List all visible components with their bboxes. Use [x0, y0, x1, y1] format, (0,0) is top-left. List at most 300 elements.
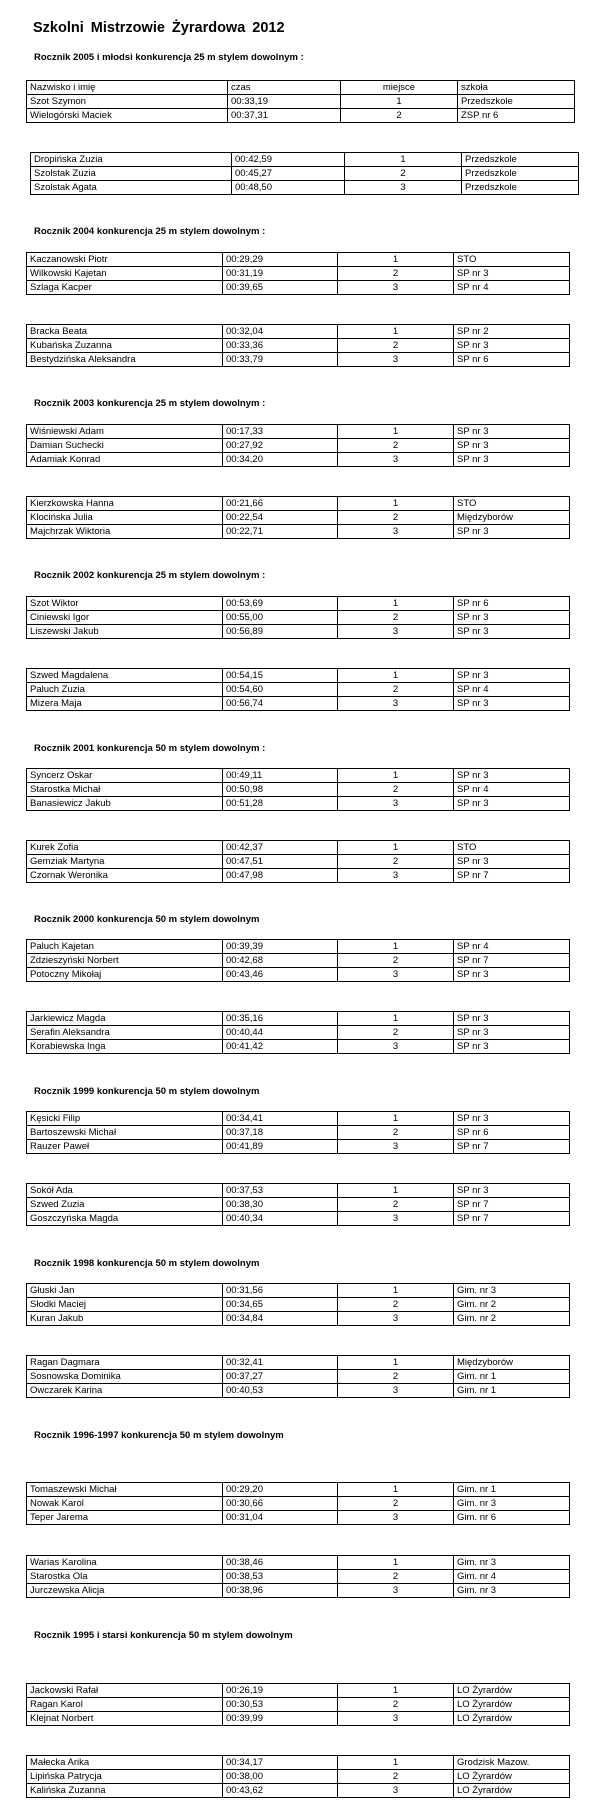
name-cell: Jarkiewicz Magda: [27, 1012, 223, 1026]
name-cell: Kuran Jakub: [27, 1312, 223, 1326]
place-cell: 2: [341, 109, 458, 123]
table-row: [31, 167, 579, 181]
place-cell: 2: [345, 167, 462, 181]
name-cell: Jurczewska Alicja: [27, 1584, 223, 1598]
place-cell: 1: [338, 1556, 454, 1570]
place-cell: 2: [338, 1698, 454, 1712]
place-cell: 3: [338, 525, 454, 539]
place-cell: 3: [338, 1040, 454, 1054]
school-cell: SP nr 3: [454, 339, 570, 353]
table-row: [27, 253, 570, 267]
table-row: [27, 267, 570, 281]
time-cell: 00:31,19: [223, 267, 338, 281]
name-cell: Nazwisko i imię: [27, 81, 228, 95]
school-cell: SP nr 3: [454, 453, 570, 467]
results-table: [26, 840, 570, 883]
place-cell: 1: [338, 1184, 454, 1198]
time-cell: 00:39,39: [223, 940, 338, 954]
school-cell: SP nr 4: [454, 281, 570, 295]
results-table: [26, 1683, 570, 1726]
name-cell: Jackowski Rafał: [27, 1684, 223, 1698]
school-cell: SP nr 3: [454, 611, 570, 625]
table-row: [27, 954, 570, 968]
time-cell: 00:41,42: [223, 1040, 338, 1054]
section-heading: Rocznik 1998 konkurencja 50 m stylem dowolnym: [34, 1258, 260, 1269]
place-cell: 3: [338, 625, 454, 639]
place-cell: 2: [338, 1770, 454, 1784]
results-table: [26, 80, 575, 123]
time-cell: 00:37,27: [223, 1370, 338, 1384]
school-cell: SP nr 7: [454, 1140, 570, 1154]
table-row: [27, 1712, 570, 1726]
school-cell: Międzyborów: [454, 1356, 570, 1370]
place-cell: 3: [338, 797, 454, 811]
place-cell: 2: [338, 611, 454, 625]
time-cell: 00:39,99: [223, 1712, 338, 1726]
time-cell: 00:38,53: [223, 1570, 338, 1584]
name-cell: Liszewski Jakub: [27, 625, 223, 639]
school-cell: LO Żyrardów: [454, 1712, 570, 1726]
table-row: [27, 855, 570, 869]
school-cell: SP nr 3: [454, 267, 570, 281]
time-cell: 00:38,00: [223, 1770, 338, 1784]
school-cell: STO: [454, 253, 570, 267]
name-cell: Tomaszewski Michał: [27, 1483, 223, 1497]
name-cell: Kalińska Zuzanna: [27, 1784, 223, 1798]
name-cell: Nowak Karol: [27, 1497, 223, 1511]
section-heading: Rocznik 2001 konkurencja 50 m stylem dowolnym :: [34, 743, 266, 754]
name-cell: Paluch Zuzia: [27, 683, 223, 697]
place-cell: 1: [338, 669, 454, 683]
school-cell: SP nr 7: [454, 1198, 570, 1212]
school-cell: Gim. nr 3: [454, 1584, 570, 1598]
table-row: [27, 1784, 570, 1798]
place-cell: 3: [338, 1384, 454, 1398]
table-row: [27, 1284, 570, 1298]
name-cell: Kubańska Zuzanna: [27, 339, 223, 353]
table-row: [27, 1184, 570, 1198]
school-cell: SP nr 4: [454, 683, 570, 697]
school-cell: SP nr 4: [454, 783, 570, 797]
time-cell: 00:48,50: [232, 181, 345, 195]
time-cell: 00:38,96: [223, 1584, 338, 1598]
time-cell: 00:42,68: [223, 954, 338, 968]
table-row: [27, 783, 570, 797]
table-row: [27, 1356, 570, 1370]
school-cell: Przedszkole: [462, 167, 579, 181]
place-cell: 1: [338, 253, 454, 267]
name-cell: Warias Karolina: [27, 1556, 223, 1570]
results-table: [26, 1482, 570, 1525]
school-cell: Przedszkole: [462, 153, 579, 167]
name-cell: Szlaga Kacper: [27, 281, 223, 295]
time-cell: 00:43,46: [223, 968, 338, 982]
school-cell: LO Żyrardów: [454, 1698, 570, 1712]
table-row: [27, 1497, 570, 1511]
time-cell: 00:47,98: [223, 869, 338, 883]
time-cell: czas: [228, 81, 341, 95]
time-cell: 00:56,74: [223, 697, 338, 711]
table-row: [27, 1298, 570, 1312]
school-cell: SP nr 7: [454, 954, 570, 968]
place-cell: 2: [338, 1198, 454, 1212]
results-table: [26, 424, 570, 467]
table-row: [27, 439, 570, 453]
place-cell: 3: [338, 281, 454, 295]
place-cell: 2: [338, 339, 454, 353]
school-cell: SP nr 7: [454, 1212, 570, 1226]
time-cell: 00:32,41: [223, 1356, 338, 1370]
place-cell: 2: [338, 954, 454, 968]
section-heading: Rocznik 2002 konkurencja 25 m stylem dowolnym :: [34, 570, 266, 581]
table-row: [27, 611, 570, 625]
place-cell: 2: [338, 683, 454, 697]
name-cell: Kęsicki Filip: [27, 1112, 223, 1126]
school-cell: SP nr 4: [454, 940, 570, 954]
time-cell: 00:33,36: [223, 339, 338, 353]
name-cell: Potoczny Mikołaj: [27, 968, 223, 982]
school-cell: SP nr 6: [454, 597, 570, 611]
results-table: [26, 496, 570, 539]
school-cell: SP nr 3: [454, 1026, 570, 1040]
place-cell: 1: [338, 769, 454, 783]
school-cell: STO: [454, 497, 570, 511]
time-cell: 00:40,44: [223, 1026, 338, 1040]
name-cell: Gemziak Martyna: [27, 855, 223, 869]
place-cell: 1: [338, 1483, 454, 1497]
name-cell: Paluch Kajetan: [27, 940, 223, 954]
table-row: [27, 968, 570, 982]
table-row: [27, 1511, 570, 1525]
time-cell: 00:32,04: [223, 325, 338, 339]
time-cell: 00:43,62: [223, 1784, 338, 1798]
place-cell: 2: [338, 267, 454, 281]
school-cell: Przedszkole: [458, 95, 575, 109]
results-table: [26, 1355, 570, 1398]
time-cell: 00:27,92: [223, 439, 338, 453]
name-cell: Kierzkowska Hanna: [27, 497, 223, 511]
name-cell: Starostka Ola: [27, 1570, 223, 1584]
name-cell: Owczarek Karina: [27, 1384, 223, 1398]
time-cell: 00:47,51: [223, 855, 338, 869]
table-row: [27, 1756, 570, 1770]
place-cell: 2: [338, 511, 454, 525]
results-table: [26, 1755, 570, 1798]
school-cell: Gim. nr 3: [454, 1284, 570, 1298]
time-cell: 00:38,30: [223, 1198, 338, 1212]
table-row: [27, 940, 570, 954]
time-cell: 00:54,60: [223, 683, 338, 697]
place-cell: miejsce: [341, 81, 458, 95]
name-cell: Ciniewski Igor: [27, 611, 223, 625]
name-cell: Bartoszewski Michał: [27, 1126, 223, 1140]
school-cell: SP nr 3: [454, 697, 570, 711]
school-cell: SP nr 3: [454, 1040, 570, 1054]
time-cell: 00:45,27: [232, 167, 345, 181]
time-cell: 00:37,53: [223, 1184, 338, 1198]
section-heading: Rocznik 2004 konkurencja 25 m stylem dowolnym :: [34, 226, 266, 237]
place-cell: 3: [338, 869, 454, 883]
table-row: [27, 339, 570, 353]
name-cell: Ragan Karol: [27, 1698, 223, 1712]
name-cell: Bracka Beata: [27, 325, 223, 339]
school-cell: LO Żyrardów: [454, 1770, 570, 1784]
results-table: [26, 768, 570, 811]
results-table: [26, 1555, 570, 1598]
name-cell: Wilkowski Kajetan: [27, 267, 223, 281]
school-cell: Gim. nr 4: [454, 1570, 570, 1584]
time-cell: 00:29,29: [223, 253, 338, 267]
time-cell: 00:50,98: [223, 783, 338, 797]
place-cell: 3: [338, 1584, 454, 1598]
table-row: [27, 1012, 570, 1026]
time-cell: 00:54,15: [223, 669, 338, 683]
name-cell: Szolstak Zuzia: [31, 167, 232, 181]
table-row: [27, 841, 570, 855]
name-cell: Zdzieszyński Norbert: [27, 954, 223, 968]
place-cell: 1: [338, 940, 454, 954]
place-cell: 2: [338, 1570, 454, 1584]
name-cell: Syncerz Oskar: [27, 769, 223, 783]
place-cell: 1: [338, 1284, 454, 1298]
school-cell: Grodzisk Mazow.: [454, 1756, 570, 1770]
name-cell: Majchrzak Wiktoria: [27, 525, 223, 539]
table-row: [31, 181, 579, 195]
table-row: [27, 683, 570, 697]
place-cell: 3: [338, 453, 454, 467]
table-row: [27, 497, 570, 511]
place-cell: 3: [338, 353, 454, 367]
place-cell: 2: [338, 1126, 454, 1140]
place-cell: 1: [338, 1356, 454, 1370]
results-table: [26, 1011, 570, 1054]
name-cell: Szolstak Agata: [31, 181, 232, 195]
time-cell: 00:53,69: [223, 597, 338, 611]
school-cell: szkoła: [458, 81, 575, 95]
place-cell: 2: [338, 1298, 454, 1312]
table-row: [27, 797, 570, 811]
school-cell: Gim. nr 3: [454, 1497, 570, 1511]
place-cell: 1: [338, 325, 454, 339]
place-cell: 3: [338, 697, 454, 711]
school-cell: SP nr 3: [454, 425, 570, 439]
table-row: [27, 1198, 570, 1212]
school-cell: Gim. nr 1: [454, 1384, 570, 1398]
school-cell: Międzyborów: [454, 511, 570, 525]
place-cell: 2: [338, 1026, 454, 1040]
table-row: [27, 1112, 570, 1126]
results-table: [26, 1183, 570, 1226]
name-cell: Damian Suchecki: [27, 439, 223, 453]
table-row: [27, 1026, 570, 1040]
name-cell: Klocińska Julia: [27, 511, 223, 525]
name-cell: Kaczanowski Piotr: [27, 253, 223, 267]
table-row: [27, 281, 570, 295]
table-row: [27, 1040, 570, 1054]
table-row: [27, 1384, 570, 1398]
name-cell: Banasiewicz Jakub: [27, 797, 223, 811]
time-cell: 00:33,19: [228, 95, 341, 109]
time-cell: 00:22,54: [223, 511, 338, 525]
time-cell: 00:17,33: [223, 425, 338, 439]
name-cell: Czornak Weronika: [27, 869, 223, 883]
place-cell: 1: [338, 841, 454, 855]
school-cell: SP nr 3: [454, 855, 570, 869]
table-row: [27, 1312, 570, 1326]
school-cell: SP nr 3: [454, 669, 570, 683]
time-cell: 00:30,53: [223, 1698, 338, 1712]
time-cell: 00:35,16: [223, 1012, 338, 1026]
school-cell: SP nr 6: [454, 353, 570, 367]
school-cell: Gim. nr 1: [454, 1370, 570, 1384]
place-cell: 1: [338, 1684, 454, 1698]
table-row: [27, 1684, 570, 1698]
table-row: [27, 353, 570, 367]
time-cell: 00:49,11: [223, 769, 338, 783]
school-cell: Gim. nr 1: [454, 1483, 570, 1497]
table-row: [27, 1370, 570, 1384]
name-cell: Lipińska Patrycja: [27, 1770, 223, 1784]
table-row: [27, 869, 570, 883]
place-cell: 1: [338, 1112, 454, 1126]
place-cell: 3: [338, 1784, 454, 1798]
time-cell: 00:34,84: [223, 1312, 338, 1326]
table-row: [31, 153, 579, 167]
time-cell: 00:29,20: [223, 1483, 338, 1497]
time-cell: 00:34,41: [223, 1112, 338, 1126]
table-row: [27, 1770, 570, 1784]
school-cell: SP nr 3: [454, 769, 570, 783]
table-row: [27, 1140, 570, 1154]
time-cell: 00:40,34: [223, 1212, 338, 1226]
section-heading: Rocznik 2000 konkurencja 50 m stylem dowolnym: [34, 914, 260, 925]
name-cell: Sokół Ada: [27, 1184, 223, 1198]
school-cell: SP nr 3: [454, 968, 570, 982]
place-cell: 3: [338, 1511, 454, 1525]
results-table: [26, 1283, 570, 1326]
results-table: [30, 152, 579, 195]
school-cell: SP nr 3: [454, 439, 570, 453]
table-row: [27, 525, 570, 539]
section-heading: Rocznik 2003 konkurencja 25 m stylem dowolnym :: [34, 398, 266, 409]
time-cell: 00:42,37: [223, 841, 338, 855]
name-cell: Szwed Magdalena: [27, 669, 223, 683]
school-cell: Przedszkole: [462, 181, 579, 195]
place-cell: 1: [338, 497, 454, 511]
name-cell: Wielogórski Maciek: [27, 109, 228, 123]
school-cell: Gim. nr 2: [454, 1312, 570, 1326]
name-cell: Słodki Maciej: [27, 1298, 223, 1312]
time-cell: 00:42,59: [232, 153, 345, 167]
name-cell: Ragan Dagmara: [27, 1356, 223, 1370]
time-cell: 00:34,65: [223, 1298, 338, 1312]
table-row: [27, 453, 570, 467]
school-cell: LO Żyrardów: [454, 1784, 570, 1798]
place-cell: 1: [345, 153, 462, 167]
place-cell: 2: [338, 1370, 454, 1384]
name-cell: Rauzer Paweł: [27, 1140, 223, 1154]
place-cell: 3: [338, 1312, 454, 1326]
results-table: [26, 252, 570, 295]
results-table: [26, 668, 570, 711]
table-row: [27, 1698, 570, 1712]
table-row: [27, 1212, 570, 1226]
time-cell: 00:26,19: [223, 1684, 338, 1698]
place-cell: 3: [338, 1712, 454, 1726]
school-cell: SP nr 6: [454, 1126, 570, 1140]
time-cell: 00:38,46: [223, 1556, 338, 1570]
time-cell: 00:31,04: [223, 1511, 338, 1525]
place-cell: 1: [338, 425, 454, 439]
school-cell: Gim. nr 2: [454, 1298, 570, 1312]
time-cell: 00:33,79: [223, 353, 338, 367]
table-row: [27, 425, 570, 439]
section-heading: Rocznik 1999 konkurencja 50 m stylem dowolnym: [34, 1086, 260, 1097]
table-row: [27, 1556, 570, 1570]
time-cell: 00:41,89: [223, 1140, 338, 1154]
name-cell: Serafin Aleksandra: [27, 1026, 223, 1040]
time-cell: 00:22,71: [223, 525, 338, 539]
school-cell: SP nr 2: [454, 325, 570, 339]
table-row: [27, 325, 570, 339]
name-cell: Sosnowska Dominika: [27, 1370, 223, 1384]
table-row: [27, 769, 570, 783]
school-cell: SP nr 3: [454, 1112, 570, 1126]
table-row: [27, 697, 570, 711]
page-title: Szkolni Mistrzowie Żyrardowa 2012: [33, 20, 285, 36]
name-cell: Klejnat Norbert: [27, 1712, 223, 1726]
place-cell: 2: [338, 1497, 454, 1511]
section-heading: Rocznik 1995 i starsi konkurencja 50 m stylem dowolnym: [34, 1630, 293, 1641]
place-cell: 2: [338, 855, 454, 869]
table-row: [27, 1483, 570, 1497]
results-table: [26, 324, 570, 367]
table-row: [27, 81, 575, 95]
time-cell: 00:34,20: [223, 453, 338, 467]
place-cell: 3: [338, 968, 454, 982]
table-row: [27, 95, 575, 109]
name-cell: Dropińska Zuzia: [31, 153, 232, 167]
school-cell: SP nr 3: [454, 1184, 570, 1198]
time-cell: 00:31,56: [223, 1284, 338, 1298]
table-row: [27, 597, 570, 611]
name-cell: Wiśniewski Adam: [27, 425, 223, 439]
table-row: [27, 1126, 570, 1140]
school-cell: SP nr 3: [454, 797, 570, 811]
name-cell: Teper Jarema: [27, 1511, 223, 1525]
name-cell: Kurek Zofia: [27, 841, 223, 855]
name-cell: Goszczyńska Magda: [27, 1212, 223, 1226]
school-cell: ZSP nr 6: [458, 109, 575, 123]
section-heading: Rocznik 2005 i młodsi konkurencja 25 m stylem dowolnym :: [34, 52, 304, 63]
name-cell: Głuski Jan: [27, 1284, 223, 1298]
time-cell: 00:40,53: [223, 1384, 338, 1398]
school-cell: Gim. nr 3: [454, 1556, 570, 1570]
name-cell: Mizera Maja: [27, 697, 223, 711]
school-cell: Gim. nr 6: [454, 1511, 570, 1525]
school-cell: LO Żyrardów: [454, 1684, 570, 1698]
name-cell: Bestydzińska Aleksandra: [27, 353, 223, 367]
time-cell: 00:56,89: [223, 625, 338, 639]
place-cell: 2: [338, 439, 454, 453]
school-cell: SP nr 3: [454, 625, 570, 639]
table-row: [27, 1584, 570, 1598]
time-cell: 00:39,65: [223, 281, 338, 295]
place-cell: 2: [338, 783, 454, 797]
table-row: [27, 1570, 570, 1584]
place-cell: 1: [338, 1756, 454, 1770]
name-cell: Starostka Michał: [27, 783, 223, 797]
